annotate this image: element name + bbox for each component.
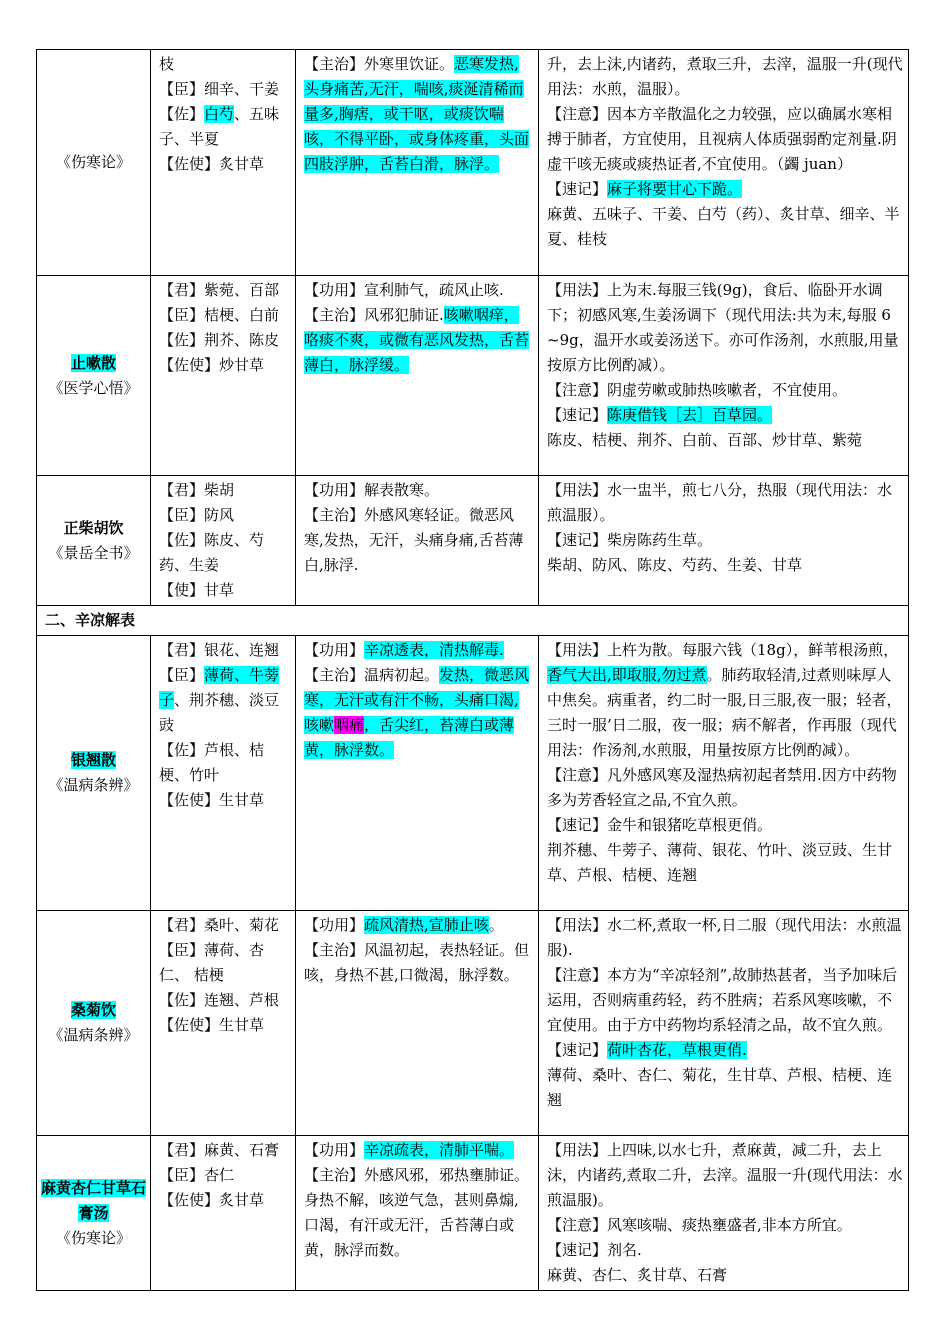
herb-list: 麻黄、五味子、干姜、白芍（药）、炙甘草、细辛、半夏、桂枝: [547, 205, 900, 248]
indication-cell: [296, 476, 539, 606]
table-row: [37, 276, 909, 476]
composition-line: 【臣】杏仁: [159, 1166, 235, 1184]
usage-cell: [539, 911, 909, 1136]
indication-text: 【主治】外感风寒轻证。微恶风寒,发热，无汗，头痛身痛,舌苔薄白,脉浮.: [304, 506, 524, 574]
composition-label: 【臣】: [159, 666, 205, 684]
table-row: [37, 476, 909, 606]
memo-line: [547, 177, 903, 202]
indication-label: 【主治】风邪犯肺证.: [304, 306, 444, 324]
usage-cell: [539, 276, 909, 476]
composition-cell: [151, 911, 296, 1136]
section-row: [37, 606, 909, 636]
memo-line: 【速记】剂名.: [547, 1241, 642, 1259]
herb-list: 荆芥穗、牛蒡子、薄荷、银花、竹叶、淡豆豉、生甘草、芦根、桔梗、连翘: [547, 841, 893, 884]
table-row: [37, 911, 909, 1136]
composition-line: 【佐使】生甘草: [159, 1016, 265, 1034]
composition-cell: [151, 636, 296, 911]
section-title: 二、辛凉解表: [37, 606, 909, 636]
function-label: 【功用】: [304, 916, 365, 934]
composition-line: 【佐使】炒甘草: [159, 356, 265, 374]
function-text: [304, 1138, 533, 1163]
indication-cell: [296, 636, 539, 911]
highlight: 白芍: [204, 105, 235, 123]
herb-list: 柴胡、防风、陈皮、芍药、生姜、甘草: [547, 556, 803, 574]
indication-text: [304, 663, 533, 763]
composition-line: 【佐】陈皮、芍药、生姜: [159, 531, 265, 574]
indication-label: 【主治】温病初起。: [304, 666, 440, 684]
caution-text: 【注意】风寒咳喘、痰热壅盛者,非本方所宜。: [547, 1216, 852, 1234]
highlight: 陈庚借钱［去］百草园。: [607, 406, 773, 424]
usage-cell: [539, 50, 909, 276]
highlight: 辛凉透表，清热解毒.: [364, 641, 504, 659]
composition-line: 【臣】薄荷、杏仁、 桔梗: [159, 941, 265, 984]
composition-line: 【臣】桔梗、白前: [159, 306, 280, 324]
caution-text: 【注意】因本方辛散温化之力较强，应以确属水寒相搏于肺者，方宜使用，且视病人体质强弱酌定剂量.阴虚干咳无痰或痰热证者,不宜使用。（蠲 juan）: [547, 105, 897, 173]
composition-line: 【君】银花、连翘: [159, 641, 280, 659]
composition-line: 【佐】连翘、芦根: [159, 991, 280, 1009]
memo-line: 【速记】金牛和银猪吃草根更俏。: [547, 816, 773, 834]
formula-source: 《伤寒论》: [55, 153, 131, 171]
indication-cell: [296, 50, 539, 276]
usage-text: 【用法】水二杯,煮取一杯,日二服（现代用法：水煎温服).: [547, 916, 902, 959]
formula-name: 正柴胡饮: [63, 518, 124, 537]
highlight: 发热，微恶风寒，无汗或有汗不畅，头痛口渴,咳嗽: [304, 666, 530, 734]
function-text: [304, 913, 533, 938]
composition-line: 【佐】荆芥、陈皮: [159, 331, 280, 349]
highlight: 疏风清热,宣肺止咳: [364, 916, 489, 934]
indication-text: [304, 303, 533, 378]
highlight: 辛凉疏表，清肺平喘。: [364, 1141, 515, 1159]
highlight: 恶寒发热,头身痛苦,无汗，喘咳,痰涎清稀而量多,胸痞，或干呕，或痰饮喘咳，不得平卧，或身体疼重，头面四肢浮肿，舌苔白滑，脉浮。: [304, 55, 530, 173]
composition-cell: [151, 50, 296, 276]
formula-source: 《伤寒论》: [55, 1228, 131, 1247]
function-text: [304, 638, 533, 663]
highlight: 咳嗽咽痒，咯痰不爽，或微有恶风发热，舌苔薄白，脉浮缓。: [304, 306, 530, 374]
composition-rest: 、荆芥穗、淡豆豉: [159, 691, 280, 734]
formula-source: 《医学心悟》: [48, 378, 139, 397]
usage-text: [547, 638, 903, 763]
formula-name-cell: [37, 911, 151, 1136]
usage-cell: [539, 476, 909, 606]
formula-name-cell: [37, 276, 151, 476]
composition-line: 【佐】白芍、五味子、半夏: [159, 105, 280, 148]
indication-text: 【主治】外感风邪，邪热壅肺证。身热不解，咳逆气急，甚则鼻煽,口渴，有汗或无汗，舌苔薄白或黄，脉浮而数。: [304, 1166, 530, 1259]
indication-text: 【主治】风温初起，表热轻证。但咳，身热不甚,口微渴，脉浮数。: [304, 941, 530, 984]
composition-cell: [151, 1136, 296, 1291]
highlight: 薄荷、牛蒡子: [159, 666, 280, 709]
memo-label: 【速记】: [547, 180, 608, 198]
usage-text: 【用法】上四味,以水七升，煮麻黄，减二升，去上沫，内诸药,煮取二升，去滓。温服一升(现代用法：水煎温服)。: [547, 1141, 903, 1209]
memo-label: 【速记】: [547, 406, 608, 424]
formula-name-cell: [37, 636, 151, 911]
herb-list: 薄荷、桑叶、杏仁、菊花，生甘草、芦根、桔梗、连翘: [547, 1066, 893, 1109]
highlight: 香气大出,即取服,勿过煮: [547, 666, 707, 684]
composition-line: 【佐使】炙甘草: [159, 155, 265, 173]
composition-line: 【佐】芦根、桔梗、竹叶: [159, 741, 265, 784]
composition-cell: [151, 276, 296, 476]
formula-source: 《温病条辨》: [48, 1026, 139, 1044]
highlight: 麻子将要甘心下跪。: [607, 180, 743, 198]
formula-name-cell: [37, 476, 151, 606]
composition-line: 【使】甘草: [159, 581, 235, 599]
usage-part: 【用法】上杵为散。每服六钱（18g），鲜苇根汤煎，: [547, 641, 899, 659]
caution-text: 【注意】凡外感风寒及湿热病初起者禁用.因方中药物多为芳香轻宣之品,不宜久煎。: [547, 766, 897, 809]
composition-cell: [151, 476, 296, 606]
usage-text: 【用法】水一盅半，煎七八分，热服（现代用法：水煎温服）。: [547, 481, 893, 524]
composition-line: 枝: [159, 55, 175, 73]
formula-table: [36, 49, 909, 1291]
usage-cell: [539, 1136, 909, 1291]
formula-source: 《景岳全书》: [48, 543, 139, 562]
composition-line: 【佐使】生甘草: [159, 791, 265, 809]
composition-line: 【臣】防风: [159, 506, 235, 524]
composition-line: 【君】麻黄、石膏: [159, 1141, 280, 1159]
usage-cell: [539, 636, 909, 911]
composition-line: 【臣】细辛、干姜: [159, 80, 280, 98]
formula-name-cell: [37, 50, 151, 276]
herb-list: 麻黄、杏仁、炙甘草、石膏: [547, 1266, 728, 1284]
formula-name: 银翘散: [70, 751, 116, 769]
highlight: 荷叶杏花，草根更俏.: [607, 1041, 747, 1059]
formula-name: 止嗽散: [70, 353, 116, 372]
memo-line: 【速记】柴房陈药生草。: [547, 531, 713, 549]
function-end: 。: [488, 916, 504, 934]
composition-line: 【君】紫菀、百部: [159, 281, 280, 299]
memo-line: [547, 403, 903, 428]
formula-name-cell: [37, 1136, 151, 1291]
herb-list: 陈皮、桔梗、荆芥、白前、百部、炒甘草、紫菀: [547, 431, 863, 449]
memo-label: 【速记】: [547, 1041, 608, 1059]
function-label: 【功用】: [304, 641, 365, 659]
caution-text: 【注意】阴虚劳嗽或肺热咳嗽者，不宜使用。: [547, 381, 848, 399]
memo-line: [547, 1038, 903, 1063]
composition-line: 【君】桑叶、菊花: [159, 916, 280, 934]
table-row: [37, 636, 909, 911]
highlight-magenta: 咽痛: [334, 716, 365, 734]
usage-part: 。肺药取轻清,过煮则味厚人中焦矣。病重者，约二时一服,日三服,夜一服；轻者，三时一服’日二服，夜一服；病不解者，作再服（现代用法：作汤剂,水煎服，用量按原方比例酌减）。: [547, 666, 902, 759]
composition-line: 【君】柴胡: [159, 481, 235, 499]
highlight: ，舌尖红，苔薄白或薄黄，脉浮数。: [304, 716, 515, 759]
usage-text: 升，去上沫,内诸药，煮取三升，去滓，温服一升(现代用法：水煎，温服）。: [547, 55, 903, 98]
table-row: [37, 50, 909, 276]
function-text: 【功用】解表散寒。: [304, 481, 440, 499]
function-label: 【功用】: [304, 1141, 365, 1159]
formula-name: 麻黄杏仁甘草石膏汤: [41, 1178, 147, 1222]
indication-cell: [296, 911, 539, 1136]
indication-cell: [296, 276, 539, 476]
indication-label: 【主治】外寒里饮证。: [304, 55, 455, 73]
table-row: [37, 1136, 909, 1291]
formula-source: 《温病条辨》: [48, 776, 139, 794]
caution-text: 【注意】本方为“辛凉轻剂”,故肺热甚者，当予加味后运用，否则病重药轻，药不胜病；若系风寒咳嗽，不宜使用。由于方中药物均系轻清之品，故不宜久煎。: [547, 966, 898, 1034]
formula-name: 桑菊饮: [70, 1001, 116, 1019]
function-text: 【功用】宣利肺气，疏风止咳.: [304, 281, 504, 299]
composition-line: 【佐使】炙甘草: [159, 1191, 265, 1209]
indication-cell: [296, 1136, 539, 1291]
usage-text: 【用法】上为末.每服三钱(9g)，食后、临卧开水调下；初感风寒,生姜汤调下（现代用法:共为末,每服 6~9g，温开水或姜汤送下。亦可作汤剂，水煎服,用量按原方比例酌减）。: [547, 281, 899, 374]
composition-line: [159, 663, 290, 738]
